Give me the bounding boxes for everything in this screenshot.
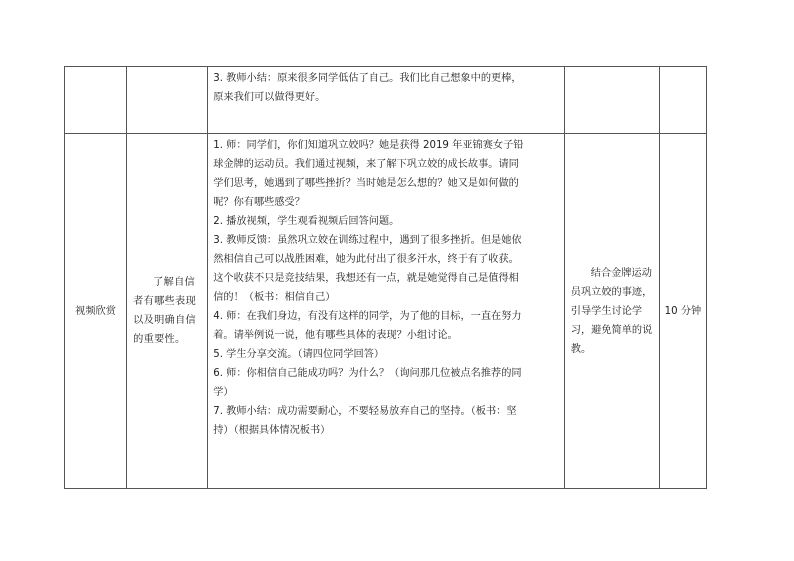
intent-cell: 结合金牌运动员巩立姣的事迹，引导学生讨论学习，避免简单的说教。 (564, 134, 659, 489)
intent-cell-empty (564, 67, 659, 134)
goal-cell: 了解自信者有哪些表现以及明确自信的重要性。 (127, 134, 208, 489)
process-line: 学们思考，她遇到了哪些挫折？当时她是怎么想的？她又是如何做的 (213, 178, 519, 189)
process-line: 持）（根据具体情况板书） (213, 425, 331, 436)
process-line: 学） (213, 387, 234, 398)
table-row-video (65, 134, 707, 489)
process-line: 信的！（板书：相信自己） (213, 292, 336, 303)
lesson-plan-table (64, 66, 707, 489)
process-line: 3. 教师小结：原来很多同学低估了自己。我们比自己想象中的更棒， (213, 73, 522, 84)
process-line: 球金牌的运动员。我们通过视频，来了解下巩立姣的成长故事。请同 (213, 159, 519, 170)
process-line: 4. 师：在我们身边，有没有这样的同学，为了他的目标，一直在努力 (213, 311, 522, 322)
process-line: 1. 师：同学们，你们知道巩立姣吗？她是获得 2019 年亚锦赛女子铅 (213, 140, 524, 151)
process-line: 着。请举例说一说，他有哪些具体的表现？小组讨论。 (213, 330, 458, 341)
process-line: 7. 教师小结：成功需要耐心，不要轻易放弃自己的坚持。（板书：坚 (213, 406, 517, 417)
process-line: 然相信自己可以战胜困难，她为此付出了很多汗水，终于有了收获。 (213, 254, 519, 265)
goal-cell-empty (127, 67, 208, 134)
table-row-previous (65, 67, 707, 134)
process-line: 原来我们可以做得更好。 (213, 92, 326, 103)
section-cell: 视频欣赏 (65, 134, 127, 489)
process-line: 呢？你有哪些感受？ (213, 197, 305, 208)
time-cell: 10 分钟 (659, 134, 706, 489)
process-line: 2. 播放视频，学生观看视频后回答问题。 (213, 216, 400, 227)
process-line: 5. 学生分享交流。（请四位同学回答） (213, 349, 385, 360)
time-cell-empty (659, 67, 706, 134)
section-cell-empty (65, 67, 127, 134)
process-line: 这个收获不只是竞技结果，我想还有一点，就是她觉得自己是值得相 (213, 273, 519, 284)
process-cell (208, 134, 565, 489)
process-line: 6. 师：你相信自己能成功吗？为什么？（询问那几位被点名推荐的同 (213, 368, 522, 379)
process-line: 3. 教师反馈：虽然巩立姣在训练过程中，遇到了很多挫折。但是她依 (213, 235, 522, 246)
process-cell-previous (208, 67, 565, 134)
